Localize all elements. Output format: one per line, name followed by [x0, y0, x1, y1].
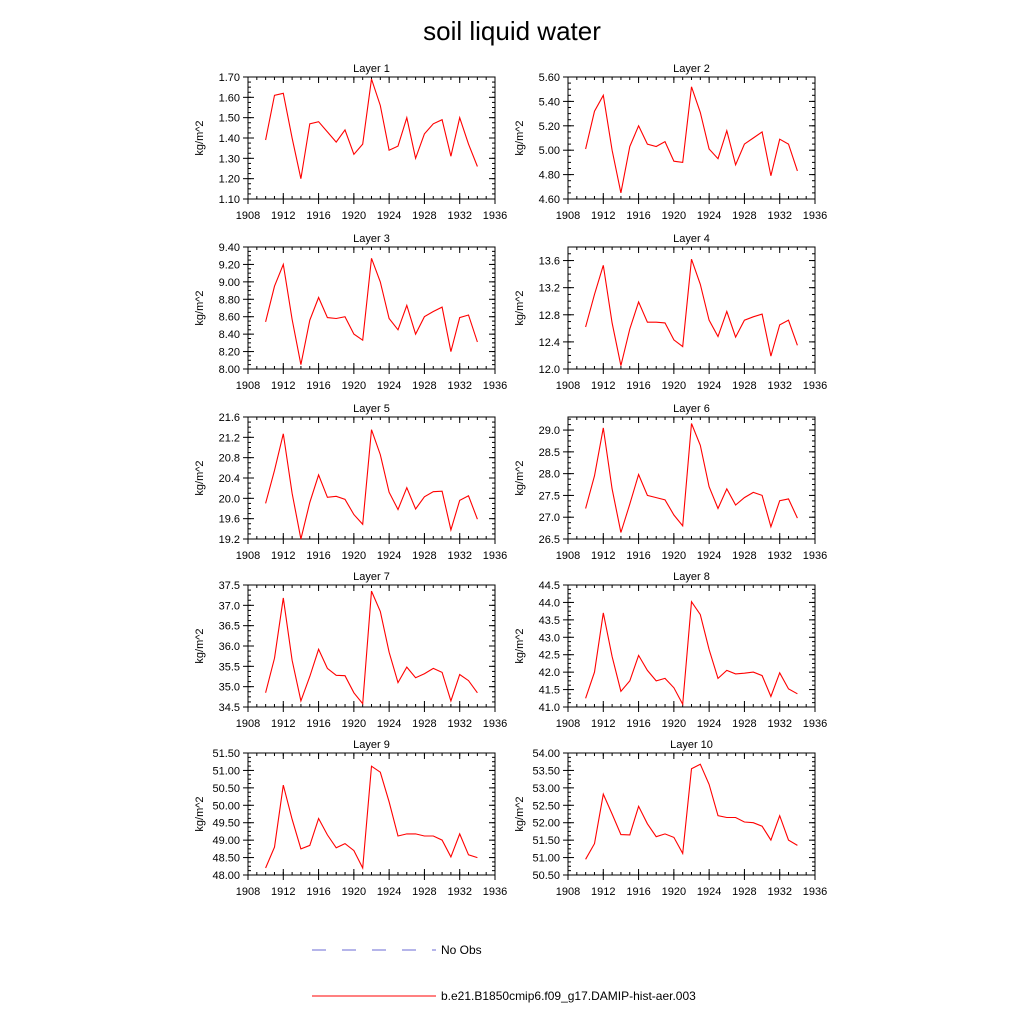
series-line	[586, 764, 798, 859]
y-tick-label: 35.5	[218, 661, 240, 674]
x-tick-label: 1908	[555, 550, 581, 562]
y-tick-label: 19.6	[218, 513, 240, 526]
x-tick-label: 1924	[376, 718, 402, 730]
y-tick-label: 41.0	[538, 702, 560, 714]
x-tick-label: 1912	[591, 886, 616, 898]
legend-label-no-obs: No Obs	[441, 943, 482, 957]
y-tick-label: 1.60	[218, 92, 240, 105]
x-tick-label: 1928	[732, 380, 757, 392]
y-tick-label: 42.0	[538, 667, 560, 680]
panel-title: Layer 3	[353, 233, 390, 245]
x-tick-label: 1932	[767, 210, 792, 222]
y-tick-label: 43.0	[538, 632, 560, 645]
y-tick-label: 49.00	[212, 835, 240, 848]
panel-layer-10	[514, 739, 827, 898]
y-tick-label: 27.0	[538, 512, 560, 525]
x-tick-label: 1924	[376, 380, 402, 392]
x-tick-label: 1936	[802, 550, 828, 562]
y-tick-label: 5.20	[538, 120, 560, 133]
x-tick-label: 1920	[661, 886, 687, 898]
x-tick-label: 1932	[767, 380, 792, 392]
y-tick-label: 50.50	[212, 782, 240, 795]
series-line	[266, 258, 478, 364]
y-tick-label: 1.40	[218, 133, 240, 145]
panel-layer-1	[194, 63, 507, 222]
x-tick-label: 1932	[447, 380, 472, 392]
y-tick-label: 41.5	[538, 684, 560, 697]
y-tick-label: 12.0	[538, 364, 560, 376]
x-tick-label: 1920	[341, 886, 367, 898]
y-tick-label: 1.50	[218, 112, 240, 125]
panel-layer-8	[514, 571, 827, 730]
x-tick-label: 1908	[555, 886, 581, 898]
y-tick-label: 54.00	[532, 748, 560, 760]
y-tick-label: 43.5	[538, 614, 560, 627]
x-tick-label: 1912	[271, 886, 296, 898]
series-line	[586, 87, 798, 193]
x-tick-label: 1928	[412, 210, 437, 222]
x-tick-label: 1928	[412, 550, 437, 562]
x-tick-label: 1920	[341, 550, 367, 562]
y-axis-label: kg/m^2	[194, 460, 206, 496]
x-tick-label: 1928	[732, 550, 757, 562]
panel-layer-6	[514, 403, 827, 562]
panels	[194, 63, 827, 898]
plot-frame	[568, 247, 815, 369]
panel-layer-2	[514, 63, 827, 222]
legend-label-model: b.e21.B1850cmip6.f09_g17.DAMIP-hist-aer.003	[441, 989, 696, 1003]
y-tick-label: 8.00	[218, 364, 240, 376]
x-tick-label: 1908	[235, 210, 261, 222]
x-tick-label: 1936	[482, 718, 508, 730]
x-tick-label: 1924	[376, 550, 402, 562]
series-line	[586, 259, 798, 365]
y-tick-label: 4.80	[538, 169, 560, 182]
y-tick-label: 37.0	[218, 600, 240, 613]
y-tick-label: 48.00	[212, 870, 240, 882]
x-tick-label: 1932	[447, 550, 472, 562]
x-tick-label: 1936	[482, 210, 508, 222]
x-tick-label: 1912	[591, 718, 616, 730]
x-tick-label: 1916	[626, 380, 651, 392]
y-tick-label: 36.5	[218, 620, 240, 633]
y-tick-label: 5.40	[538, 96, 560, 109]
y-tick-label: 20.4	[218, 473, 240, 485]
series-line	[266, 79, 478, 179]
y-tick-label: 52.50	[532, 800, 560, 813]
y-tick-label: 1.70	[218, 72, 240, 84]
panel-title: Layer 2	[673, 63, 710, 75]
x-tick-label: 1916	[626, 210, 651, 222]
x-tick-label: 1928	[732, 886, 757, 898]
x-tick-label: 1920	[661, 718, 687, 730]
x-tick-label: 1908	[555, 210, 581, 222]
x-tick-label: 1916	[306, 210, 331, 222]
series-line	[586, 424, 798, 533]
y-tick-label: 20.8	[218, 452, 240, 465]
panel-title: Layer 5	[353, 403, 390, 415]
y-tick-label: 51.50	[212, 748, 240, 760]
y-tick-label: 12.8	[538, 309, 560, 322]
x-tick-label: 1924	[376, 886, 402, 898]
y-tick-label: 48.50	[212, 852, 240, 865]
x-tick-label: 1924	[696, 718, 722, 730]
y-tick-label: 35.0	[218, 681, 240, 694]
panel-title: Layer 10	[670, 739, 713, 751]
y-tick-label: 28.0	[538, 468, 560, 481]
panel-layer-9	[194, 739, 507, 898]
x-tick-label: 1936	[802, 886, 828, 898]
y-axis-label: kg/m^2	[194, 796, 206, 832]
y-tick-label: 21.2	[218, 432, 240, 445]
y-tick-label: 49.50	[212, 817, 240, 830]
y-tick-label: 13.2	[538, 282, 560, 295]
legend	[312, 943, 696, 1003]
panel-title: Layer 1	[353, 63, 390, 75]
y-axis-label: kg/m^2	[514, 120, 526, 156]
y-tick-label: 51.50	[532, 835, 560, 848]
y-tick-label: 12.4	[538, 336, 560, 349]
y-tick-label: 8.60	[218, 311, 240, 324]
x-tick-label: 1928	[732, 718, 757, 730]
x-tick-label: 1924	[696, 550, 722, 562]
y-tick-label: 34.5	[218, 702, 240, 714]
y-tick-label: 1.30	[218, 153, 240, 166]
y-tick-label: 51.00	[212, 765, 240, 778]
y-tick-label: 19.2	[218, 534, 240, 546]
panel-title: Layer 4	[673, 233, 710, 245]
y-tick-label: 8.20	[218, 346, 240, 359]
y-tick-label: 26.5	[538, 534, 560, 546]
figure-title: soil liquid water	[423, 16, 601, 46]
x-tick-label: 1936	[802, 380, 828, 392]
y-tick-label: 50.50	[532, 870, 560, 882]
y-tick-label: 1.10	[218, 194, 240, 206]
x-tick-label: 1932	[447, 886, 472, 898]
y-axis-label: kg/m^2	[194, 628, 206, 664]
plot-frame	[568, 417, 815, 539]
x-tick-label: 1908	[235, 550, 261, 562]
y-tick-label: 8.40	[218, 329, 240, 342]
y-tick-label: 1.20	[218, 173, 240, 186]
panel-title: Layer 9	[353, 739, 390, 751]
x-tick-label: 1916	[306, 718, 331, 730]
y-tick-label: 9.00	[218, 276, 240, 289]
x-tick-label: 1920	[341, 210, 367, 222]
y-tick-label: 5.00	[538, 145, 560, 158]
x-tick-label: 1936	[482, 550, 508, 562]
x-tick-label: 1916	[306, 380, 331, 392]
x-tick-label: 1928	[412, 886, 437, 898]
x-tick-label: 1924	[696, 886, 722, 898]
x-tick-label: 1916	[306, 886, 331, 898]
x-tick-label: 1916	[626, 886, 651, 898]
x-tick-label: 1912	[591, 550, 616, 562]
x-tick-label: 1908	[235, 886, 261, 898]
series-line	[266, 591, 478, 704]
x-tick-label: 1924	[696, 210, 722, 222]
panel-layer-4	[514, 233, 827, 392]
x-tick-label: 1936	[802, 718, 828, 730]
y-tick-label: 44.0	[538, 597, 560, 610]
x-tick-label: 1932	[767, 886, 792, 898]
y-tick-label: 20.0	[218, 493, 240, 506]
plot-frame	[248, 77, 495, 199]
x-tick-label: 1908	[555, 718, 581, 730]
x-tick-label: 1928	[412, 718, 437, 730]
x-tick-label: 1924	[376, 210, 402, 222]
x-tick-label: 1932	[767, 550, 792, 562]
x-tick-label: 1916	[626, 550, 651, 562]
y-tick-label: 42.5	[538, 649, 560, 662]
x-tick-label: 1932	[767, 718, 792, 730]
y-tick-label: 29.0	[538, 425, 560, 438]
y-axis-label: kg/m^2	[194, 120, 206, 156]
series-line	[266, 430, 478, 539]
panel-title: Layer 8	[673, 571, 710, 583]
y-axis-label: kg/m^2	[514, 460, 526, 496]
x-tick-label: 1908	[235, 380, 261, 392]
x-tick-label: 1920	[661, 210, 687, 222]
y-tick-label: 44.5	[538, 580, 560, 592]
x-tick-label: 1912	[271, 550, 296, 562]
panel-layer-5	[194, 403, 507, 562]
x-tick-label: 1920	[341, 718, 367, 730]
x-tick-label: 1916	[306, 550, 331, 562]
series-line	[586, 602, 798, 705]
y-axis-label: kg/m^2	[514, 628, 526, 664]
y-tick-label: 50.00	[212, 800, 240, 813]
x-tick-label: 1912	[591, 210, 616, 222]
x-tick-label: 1932	[447, 718, 472, 730]
y-axis-label: kg/m^2	[194, 290, 206, 326]
plot-frame	[248, 247, 495, 369]
x-tick-label: 1920	[661, 380, 687, 392]
x-tick-label: 1908	[555, 380, 581, 392]
series-line	[266, 766, 478, 868]
x-tick-label: 1936	[482, 886, 508, 898]
y-tick-label: 28.5	[538, 446, 560, 459]
x-tick-label: 1928	[732, 210, 757, 222]
plot-frame	[568, 77, 815, 199]
y-tick-label: 9.20	[218, 259, 240, 272]
panel-title: Layer 6	[673, 403, 710, 415]
y-tick-label: 36.0	[218, 641, 240, 653]
y-tick-label: 4.60	[538, 194, 560, 206]
x-tick-label: 1932	[447, 210, 472, 222]
x-tick-label: 1912	[271, 380, 296, 392]
x-tick-label: 1916	[626, 718, 651, 730]
x-tick-label: 1936	[802, 210, 828, 222]
y-axis-label: kg/m^2	[514, 796, 526, 832]
x-tick-label: 1908	[235, 718, 261, 730]
y-tick-label: 13.6	[538, 255, 560, 268]
y-tick-label: 8.80	[218, 294, 240, 307]
y-tick-label: 27.5	[538, 490, 560, 503]
plot-frame	[248, 585, 495, 707]
panel-layer-7	[194, 571, 507, 730]
y-tick-label: 21.6	[218, 412, 240, 424]
panel-layer-3	[194, 233, 507, 392]
x-tick-label: 1920	[341, 380, 367, 392]
y-axis-label: kg/m^2	[514, 290, 526, 326]
y-tick-label: 53.50	[532, 765, 560, 778]
x-tick-label: 1912	[271, 210, 296, 222]
x-tick-label: 1920	[661, 550, 687, 562]
y-tick-label: 53.00	[532, 782, 560, 795]
x-tick-label: 1928	[412, 380, 437, 392]
y-tick-label: 51.00	[532, 852, 560, 865]
x-tick-label: 1924	[696, 380, 722, 392]
x-tick-label: 1912	[271, 718, 296, 730]
y-tick-label: 5.60	[538, 72, 560, 84]
x-tick-label: 1912	[591, 380, 616, 392]
y-tick-label: 52.00	[532, 817, 560, 830]
x-tick-label: 1936	[482, 380, 508, 392]
y-tick-label: 37.5	[218, 580, 240, 592]
y-tick-label: 9.40	[218, 242, 240, 254]
panel-title: Layer 7	[353, 571, 390, 583]
